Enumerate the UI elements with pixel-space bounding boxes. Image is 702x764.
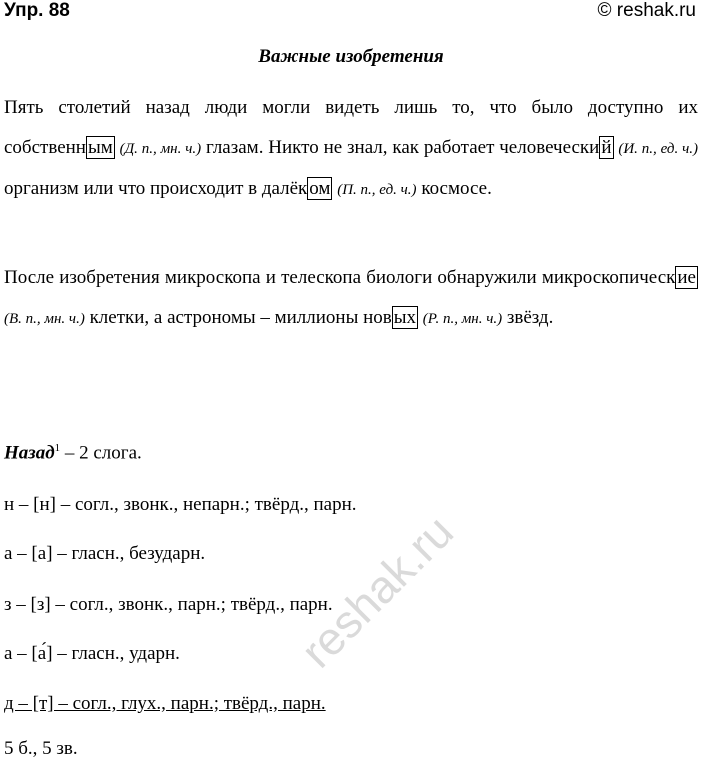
phonetic-line: з – [з] – согл., звонк., парн.; твёрд., парн. bbox=[4, 594, 333, 615]
footnote-mark: 1 bbox=[54, 442, 61, 454]
ending-box: ом bbox=[309, 178, 331, 199]
phonetic-line: н – [н] – согл., звонк., непарн.; твёрд., парн. bbox=[4, 494, 357, 515]
text-fragment: глазам. Никто не знал, как работает человечески bbox=[201, 137, 600, 158]
letters-sounds-summary: 5 б., 5 зв. bbox=[4, 738, 78, 759]
ending-box: ие bbox=[677, 267, 696, 288]
watermark: reshak.ru bbox=[290, 505, 464, 678]
grammar-note: (Д. п., мн. ч.) bbox=[119, 141, 202, 157]
text-title: Важные изобретения bbox=[258, 46, 444, 67]
paragraph-1 bbox=[4, 88, 698, 210]
paragraph-2 bbox=[4, 258, 698, 339]
grammar-note: (П. п., ед. ч.) bbox=[337, 182, 417, 198]
exercise-number: Упр. 88 bbox=[4, 0, 70, 21]
grammar-note: (Р. п., мн. ч.) bbox=[422, 311, 503, 327]
analyzed-word: Назад bbox=[4, 442, 55, 464]
text-fragment: Пять столетий назад люди могли видеть лишь то, что было доступно их собственн bbox=[4, 97, 698, 158]
text-fragment: После изобретения микроскопа и телескопа биологи обнаружили микроскопическ bbox=[4, 267, 676, 288]
analysis-heading bbox=[4, 442, 142, 464]
ending-box: й bbox=[601, 137, 612, 158]
text-fragment: клетки, а астрономы – миллионы нов bbox=[84, 307, 392, 328]
grammar-note: (И. п., ед. ч.) bbox=[618, 141, 699, 157]
ending-box: ым bbox=[87, 137, 113, 158]
phonetic-line: а – [а́] – гласн., ударн. bbox=[4, 643, 180, 664]
text-fragment: космосе. bbox=[416, 178, 492, 199]
grammar-note: (В. п., мн. ч.) bbox=[4, 311, 85, 327]
phonetic-line: д – [т] – согл., глух., парн.; твёрд., парн. bbox=[4, 693, 326, 714]
site-copyright: © reshak.ru bbox=[597, 0, 696, 21]
text-fragment: организм или что происходит в далёк bbox=[4, 178, 308, 199]
text-fragment: звёзд. bbox=[502, 307, 554, 328]
syllable-count: – 2 слога. bbox=[60, 442, 142, 464]
phonetic-line: а – [а] – гласн., безударн. bbox=[4, 543, 206, 564]
ending-box: ых bbox=[393, 307, 417, 328]
